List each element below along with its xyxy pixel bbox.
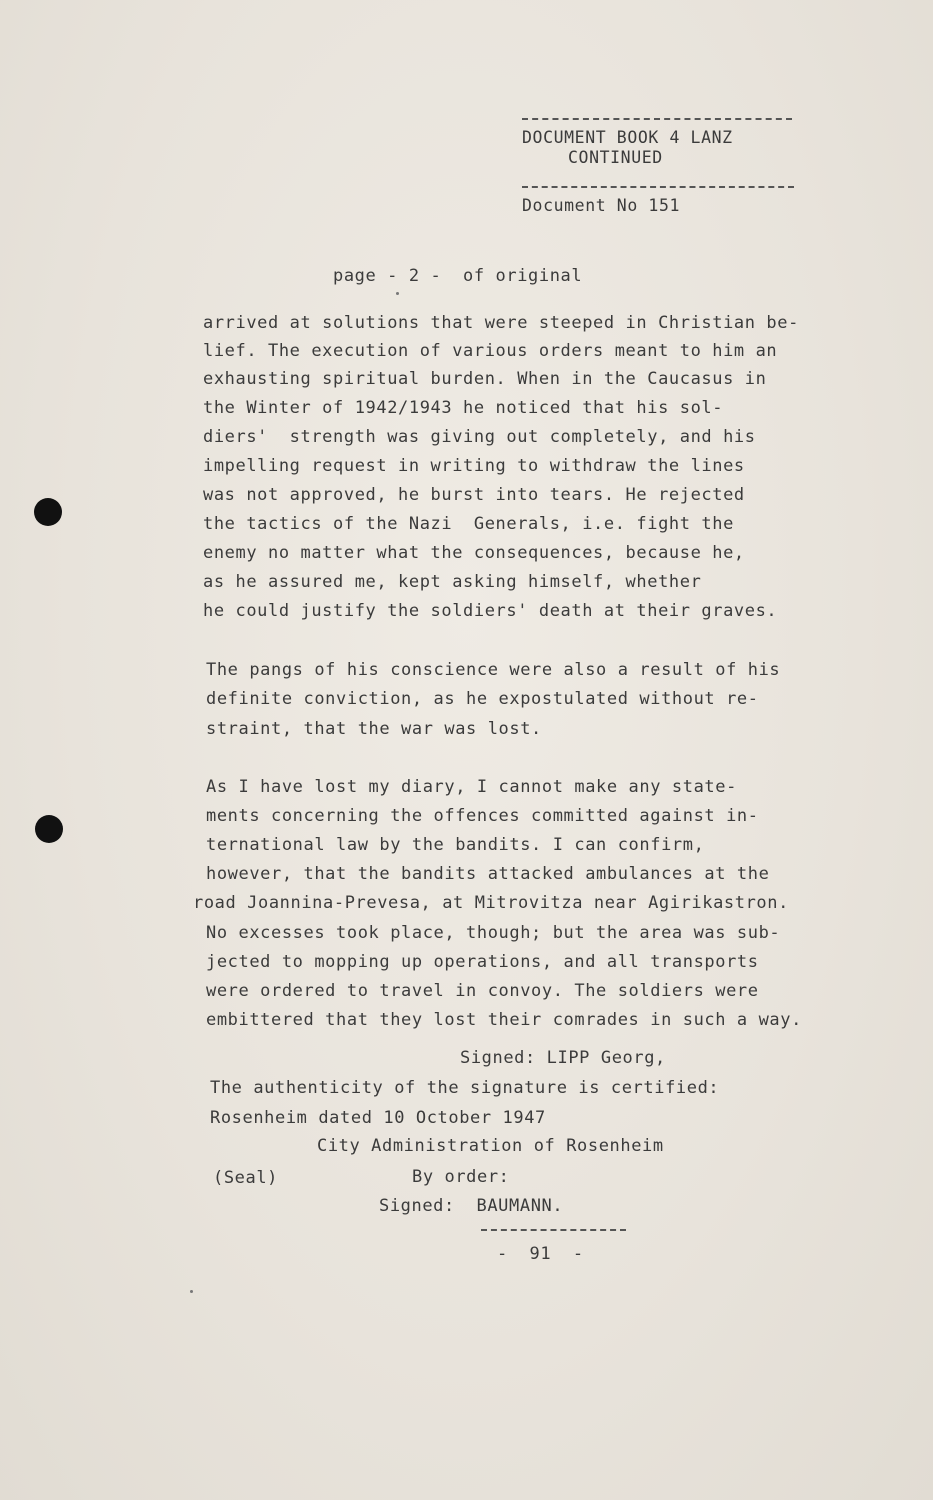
body-line: The pangs of his conscience were also a result of his [206,660,781,680]
header-rule-bottom [522,186,794,188]
body-line: the tactics of the Nazi Generals, i.e. fight the [203,514,734,534]
body-line: straint, that the war was lost. [206,719,542,739]
body-line: he could justify the soldiers' death at their graves. [203,601,778,621]
body-line: enemy no matter what the consequences, because he, [203,543,745,563]
body-line: ternational law by the bandits. I can confirm, [206,835,705,855]
body-line: road Joannina-Prevesa, at Mitrovitza near Agirikastron. [193,893,789,913]
body-line: embittered that they lost their comrades in such a way. [206,1010,802,1030]
page-of-original: page - 2 - of original [333,266,583,286]
city-administration: City Administration of Rosenheim [317,1136,664,1156]
document-continued-label: CONTINUED [568,148,663,167]
authenticity-statement: The authenticity of the signature is certified: [210,1078,720,1098]
body-line: jected to mopping up operations, and all transports [206,952,759,972]
body-line: definite conviction, as he expostulated without re- [206,689,759,709]
body-line: were ordered to travel in convoy. The soldiers were [206,981,759,1001]
paper-speck [396,292,399,295]
body-line: the Winter of 1942/1943 he noticed that his sol- [203,398,724,418]
body-line: As I have lost my diary, I cannot make any state- [206,777,737,797]
body-line: impelling request in writing to withdraw the lines [203,456,745,476]
paper-speck [190,1290,193,1293]
by-order: By order: [412,1167,510,1187]
punch-hole-top [34,498,62,526]
body-line: No excesses took place, though; but the area was sub- [206,923,781,943]
punch-hole-bottom [35,815,63,843]
body-line: lief. The execution of various orders meant to him an [203,341,778,361]
signed-lipp: Signed: LIPP Georg, [460,1048,666,1068]
body-line: exhausting spiritual burden. When in the Caucasus in [203,369,767,389]
body-line: as he assured me, kept asking himself, whether [203,572,702,592]
body-line: arrived at solutions that were steeped in Christian be- [203,313,799,333]
document-book-title: DOCUMENT BOOK 4 LANZ [522,128,733,147]
body-line: was not approved, he burst into tears. He rejected [203,485,745,505]
seal-label: (Seal) [213,1168,279,1188]
signed-baumann: Signed: BAUMANN. [379,1196,564,1216]
place-date: Rosenheim dated 10 October 1947 [210,1108,546,1128]
body-line: ments concerning the offences committed against in- [206,806,759,826]
page-number: - 91 - [497,1244,584,1264]
document-number: Document No 151 [522,196,681,215]
body-line: however, that the bandits attacked ambulances at the [206,864,770,884]
body-line: diers' strength was giving out completely, and his [203,427,756,447]
header-rule-top [522,118,792,120]
footer-rule [481,1229,626,1231]
